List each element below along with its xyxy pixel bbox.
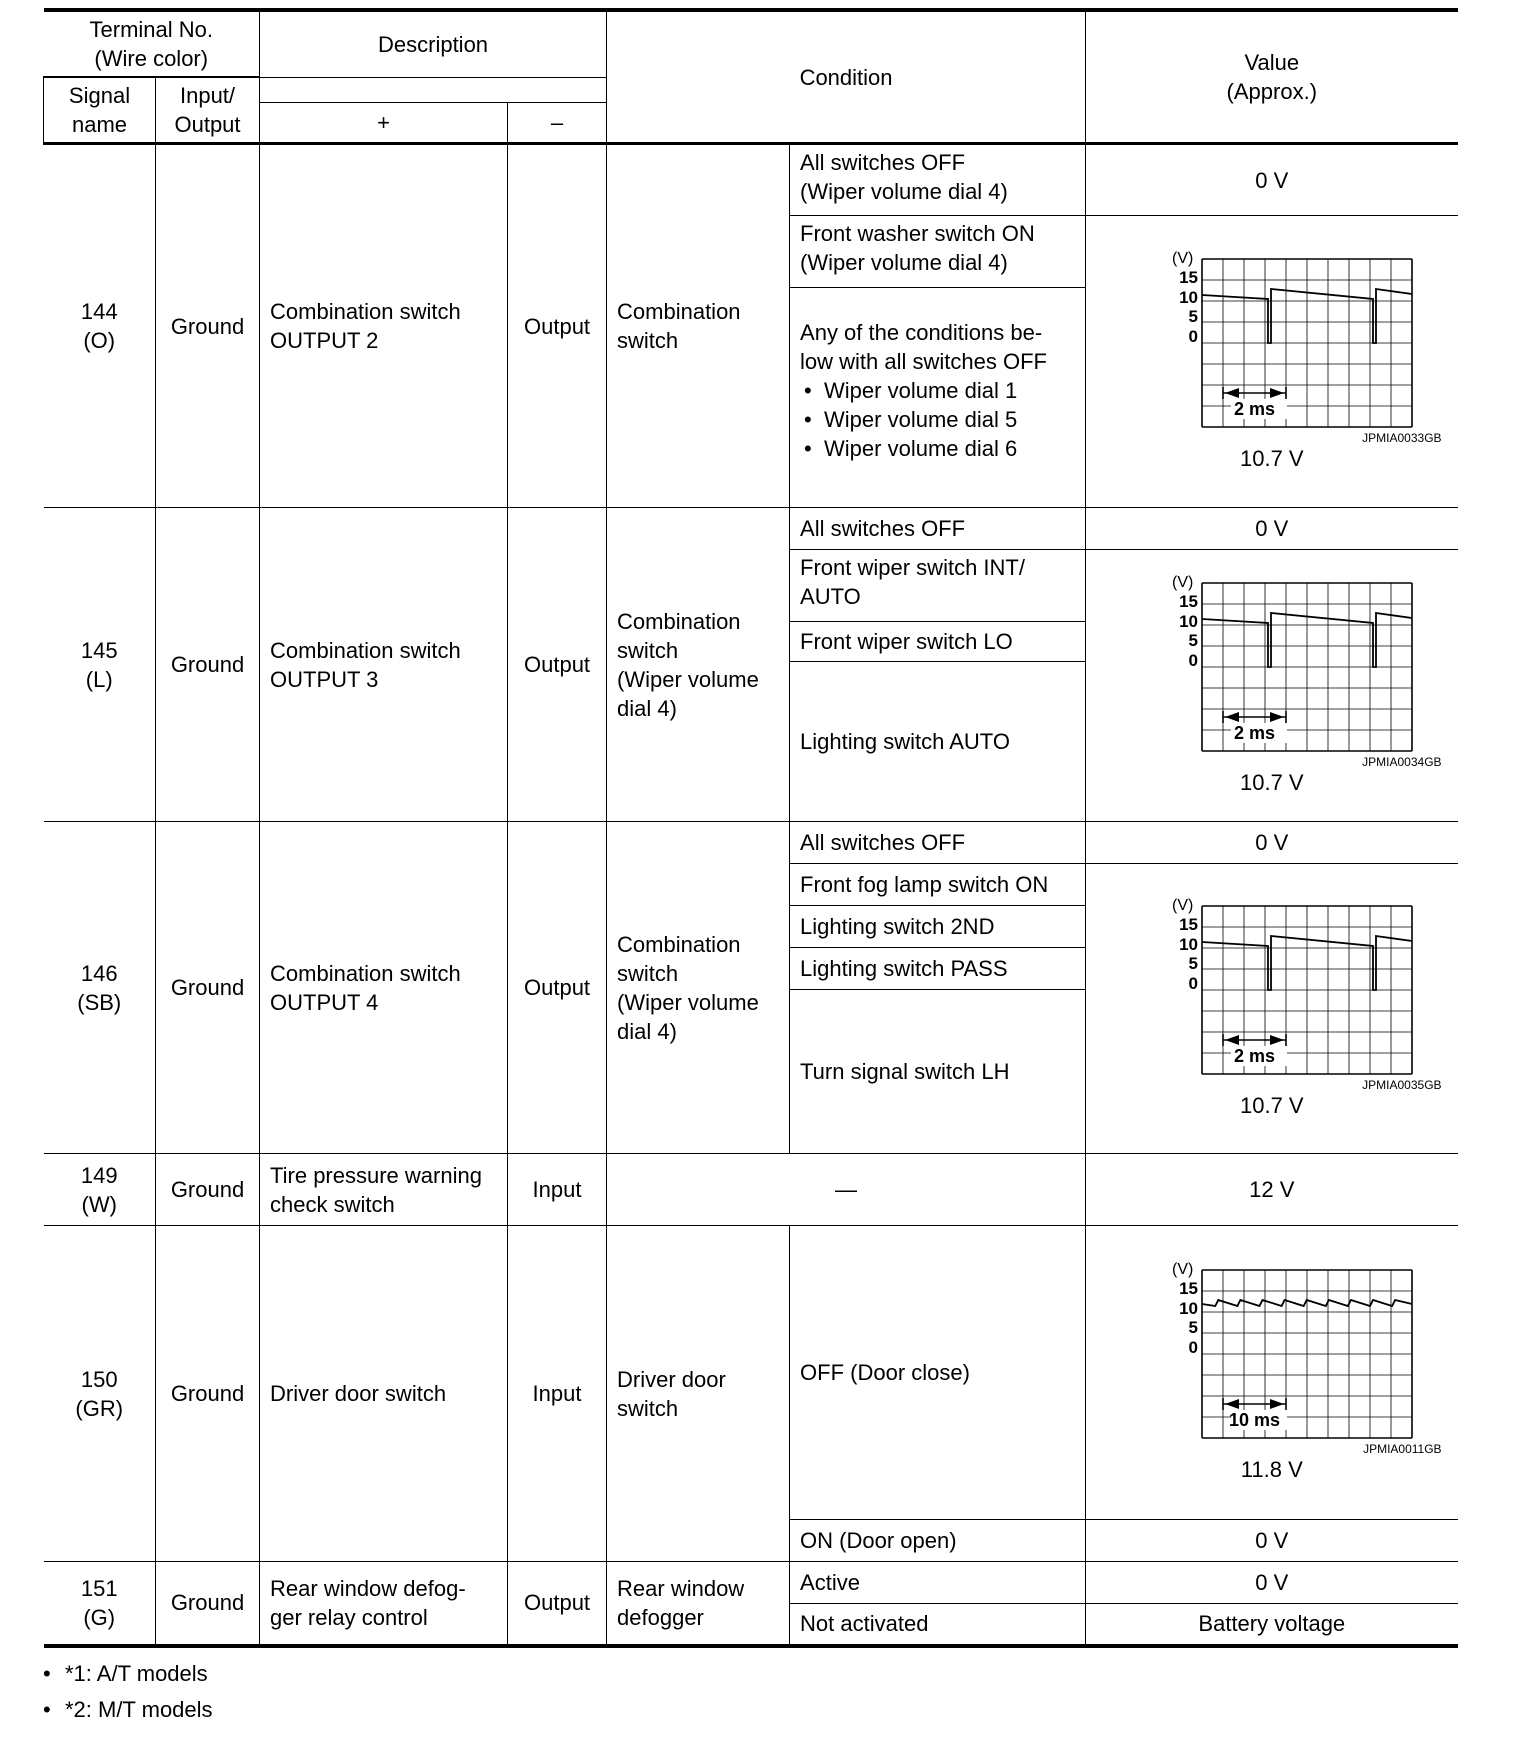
signal-146: Combination switch OUTPUT 4 bbox=[260, 822, 508, 1154]
ground-144: Ground bbox=[156, 144, 260, 508]
cond-150-1: OFF (Door close) bbox=[790, 1226, 1086, 1520]
waveform-value-144: 10.7 V bbox=[1239, 445, 1304, 471]
y-unit-label: (V) bbox=[1171, 1261, 1194, 1278]
io-151: Output bbox=[508, 1562, 607, 1646]
y-unit-label: (V) bbox=[1171, 574, 1194, 591]
terminal-146: 146 (SB) bbox=[44, 822, 156, 1154]
y-tick-label: 5 bbox=[1188, 630, 1198, 650]
y-tick-label: 0 bbox=[1188, 650, 1198, 670]
cond-145-1: All switches OFF bbox=[790, 508, 1086, 550]
terminal-header: Terminal No. (Wire color) bbox=[44, 10, 260, 77]
value-146-1: 0 V bbox=[1086, 822, 1458, 864]
minus-header: – bbox=[508, 103, 607, 144]
cond-146-1: All switches OFF bbox=[790, 822, 1086, 864]
cond-146-5: Turn signal switch LH bbox=[790, 990, 1086, 1154]
y-tick-label: 10 bbox=[1178, 287, 1198, 307]
y-unit-label: (V) bbox=[1171, 250, 1194, 267]
y-tick-label: 5 bbox=[1188, 953, 1198, 973]
signal-149: Tire pressure warning check switch bbox=[260, 1154, 508, 1226]
waveform-chart-145 bbox=[1122, 575, 1422, 755]
terminal-spec-table bbox=[43, 8, 1458, 1648]
waveform-value-146: 10.7 V bbox=[1239, 1092, 1304, 1118]
waveform-code-150: JPMIA0011GB bbox=[1363, 1441, 1442, 1456]
ground-146: Ground bbox=[156, 822, 260, 1154]
oscilloscope-waveform bbox=[1122, 575, 1422, 755]
cond-145-4: Lighting switch AUTO bbox=[790, 662, 1086, 822]
time-division-label: 10 ms bbox=[1228, 1409, 1280, 1430]
signal-145: Combination switch OUTPUT 3 bbox=[260, 508, 508, 822]
cond-146-3: Lighting switch 2ND bbox=[790, 906, 1086, 948]
waveform-chart-150 bbox=[1122, 1262, 1422, 1442]
value-144-1: 0 V bbox=[1086, 144, 1458, 216]
waveform-code-146: JPMIA0035GB bbox=[1362, 1077, 1442, 1092]
y-tick-label: 5 bbox=[1188, 306, 1198, 326]
cond-main-150: Driver door switch bbox=[607, 1226, 790, 1562]
ground-150: Ground bbox=[156, 1226, 260, 1562]
plus-header: + bbox=[260, 103, 508, 144]
value-header: Value (Approx.) bbox=[1086, 10, 1458, 144]
io-144: Output bbox=[508, 144, 607, 508]
cond-145-3: Front wiper switch LO bbox=[790, 622, 1086, 662]
description-header: Description bbox=[260, 10, 607, 77]
y-tick-label: 10 bbox=[1178, 934, 1198, 954]
time-division-label: 2 ms bbox=[1233, 722, 1275, 743]
y-tick-label: 5 bbox=[1188, 1317, 1198, 1337]
io-146: Output bbox=[508, 822, 607, 1154]
cond-144-2: Front washer switch ON (Wiper volume dial 4) bbox=[790, 216, 1086, 288]
bullet-item: • Wiper volume dial 5 bbox=[800, 405, 1075, 434]
y-tick-label: 15 bbox=[1178, 914, 1198, 934]
cond-149: — bbox=[607, 1154, 1086, 1226]
waveform-value-145: 10.7 V bbox=[1239, 769, 1304, 795]
ground-145: Ground bbox=[156, 508, 260, 822]
value-151-2: Battery voltage bbox=[1086, 1604, 1458, 1646]
y-tick-label: 0 bbox=[1188, 973, 1198, 993]
y-unit-label: (V) bbox=[1171, 897, 1194, 914]
io-149: Input bbox=[508, 1154, 607, 1226]
terminal-149: 149 (W) bbox=[44, 1154, 156, 1226]
cond-main-145: Combination switch (Wiper volume dial 4) bbox=[607, 508, 790, 822]
waveform-code-145: JPMIA0034GB bbox=[1362, 754, 1442, 769]
terminal-145: 145 (L) bbox=[44, 508, 156, 822]
cond-main-151: Rear window defogger bbox=[607, 1562, 790, 1646]
value-150-2: 0 V bbox=[1086, 1520, 1458, 1562]
signal-144: Combination switch OUTPUT 2 bbox=[260, 144, 508, 508]
waveform-chart-146 bbox=[1122, 898, 1422, 1078]
waveform-code-144: JPMIA0033GB bbox=[1362, 430, 1442, 445]
value-151-1: 0 V bbox=[1086, 1562, 1458, 1604]
waveform-144 bbox=[1086, 216, 1458, 508]
waveform-146 bbox=[1086, 864, 1458, 1154]
terminal-151: 151 (G) bbox=[44, 1562, 156, 1646]
value-145-1: 0 V bbox=[1086, 508, 1458, 550]
y-tick-label: 15 bbox=[1178, 267, 1198, 287]
terminal-150: 150 (GR) bbox=[44, 1226, 156, 1562]
signal-151: Rear window defog- ger relay control bbox=[260, 1562, 508, 1646]
y-tick-label: 15 bbox=[1178, 1278, 1198, 1298]
waveform-value-150: 11.8 V bbox=[1240, 1456, 1303, 1482]
waveform-150 bbox=[1086, 1226, 1458, 1520]
cond-151-2: Not activated bbox=[790, 1604, 1086, 1646]
cond-main-146: Combination switch (Wiper volume dial 4) bbox=[607, 822, 790, 1154]
io-145: Output bbox=[508, 508, 607, 822]
value-149: 12 V bbox=[1086, 1154, 1458, 1226]
footnote-item: • *2: M/T models bbox=[43, 1692, 213, 1728]
y-tick-label: 15 bbox=[1178, 591, 1198, 611]
io-150: Input bbox=[508, 1226, 607, 1562]
cond-146-2: Front fog lamp switch ON bbox=[790, 864, 1086, 906]
cond-144-3: Any of the conditions be- low with all switches OFF • Wiper volume dial 1 • Wiper volume dial 5 • Wiper volume dial 6 bbox=[790, 288, 1086, 508]
signal-name-header: Signal name bbox=[44, 77, 156, 144]
bullet-item: • Wiper volume dial 1 bbox=[800, 376, 1075, 405]
condition-header: Condition bbox=[607, 10, 1086, 144]
y-tick-label: 0 bbox=[1188, 326, 1198, 346]
cond-main-144: Combination switch bbox=[607, 144, 790, 508]
ground-149: Ground bbox=[156, 1154, 260, 1226]
cond-150-2: ON (Door open) bbox=[790, 1520, 1086, 1562]
terminal-144: 144 (O) bbox=[44, 144, 156, 508]
cond-151-1: Active bbox=[790, 1562, 1086, 1604]
signal-150: Driver door switch bbox=[260, 1226, 508, 1562]
y-tick-label: 0 bbox=[1188, 1337, 1198, 1357]
cond-144-1: All switches OFF (Wiper volume dial 4) bbox=[790, 144, 1086, 216]
io-header: Input/ Output bbox=[156, 77, 260, 144]
time-division-label: 2 ms bbox=[1233, 398, 1275, 419]
oscilloscope-waveform bbox=[1122, 898, 1422, 1078]
cond-146-4: Lighting switch PASS bbox=[790, 948, 1086, 990]
waveform-145 bbox=[1086, 550, 1458, 822]
oscilloscope-waveform bbox=[1122, 1262, 1422, 1442]
bullet-item: • Wiper volume dial 6 bbox=[800, 434, 1075, 463]
y-tick-label: 10 bbox=[1178, 1298, 1198, 1318]
y-tick-label: 10 bbox=[1178, 611, 1198, 631]
waveform-chart-144 bbox=[1122, 251, 1422, 431]
footnote-item: • *1: A/T models bbox=[43, 1656, 213, 1692]
time-division-label: 2 ms bbox=[1233, 1045, 1275, 1066]
cond-145-2: Front wiper switch INT/ AUTO bbox=[790, 550, 1086, 622]
ground-151: Ground bbox=[156, 1562, 260, 1646]
oscilloscope-waveform bbox=[1122, 251, 1422, 431]
footnotes bbox=[43, 1656, 213, 1728]
